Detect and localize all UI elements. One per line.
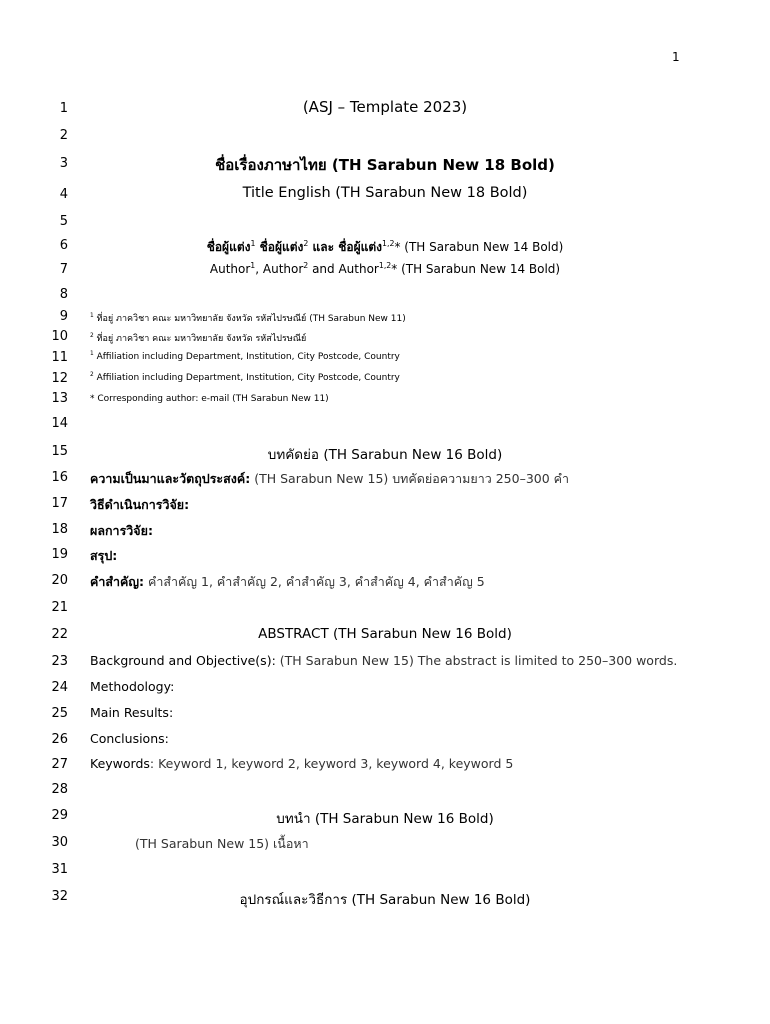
line-number: 3: [59, 156, 68, 171]
field-text: คำสำคัญ 1, คำสำคัญ 2, คำสำคัญ 3, คำสำคัญ 4, คำสำคัญ 5: [144, 574, 485, 589]
line-number: 8: [59, 287, 68, 302]
line-number: 15: [51, 444, 68, 459]
author-name: ชื่อผู้แต่ง: [206, 240, 251, 254]
abstract-english-methodology: Methodology:: [90, 679, 175, 694]
affiliation-text: ที่อยู่ ภาควิชา คณะ มหาวิทยาลัย จังหวัด รหัสไปรษณีย์ (TH Sarabun New 11): [93, 314, 406, 324]
line-number: 21: [51, 600, 68, 615]
abstract-english-keywords: [90, 756, 680, 771]
line-number: 31: [51, 862, 68, 877]
author-name: และ ชื่อผู้แต่ง: [308, 240, 383, 254]
line-number: 24: [51, 680, 68, 695]
affiliation-superscript: 1: [90, 351, 94, 357]
line-number: 22: [51, 627, 68, 642]
author-superscript: 1,2: [378, 261, 392, 270]
line-number: 30: [51, 835, 68, 850]
abstract-thai-keywords: [90, 572, 680, 592]
field-label: Keywords: [90, 756, 150, 771]
field-text: : Keyword 1, keyword 2, keyword 3, keyword 4, keyword 5: [149, 756, 514, 771]
author-superscript: 2: [303, 239, 309, 248]
abstract-english-background: [90, 653, 680, 668]
line-number: 29: [51, 808, 68, 823]
line-number: 28: [51, 782, 68, 797]
author-superscript: 1: [250, 239, 256, 248]
field-label: คำสำคัญ:: [90, 574, 145, 589]
field-text: (TH Sarabun New 15) The abstract is limited to 250–300 words.: [275, 653, 678, 668]
affiliation-superscript: 2: [90, 333, 94, 339]
author-name: , Author: [255, 262, 304, 276]
line-number: 20: [51, 573, 68, 588]
line-number: 26: [51, 732, 68, 747]
author-name: Author: [209, 262, 251, 276]
affiliation-line: [90, 331, 680, 345]
authors-english: [90, 262, 680, 276]
introduction-body: (TH Sarabun New 15) เนื้อหา: [135, 836, 309, 851]
abstract-english-heading: ABSTRACT (TH Sarabun New 16 Bold): [258, 626, 512, 642]
abstract-thai-conclusion: สรุป:: [90, 548, 118, 563]
affiliation-text: * Corresponding author: e-mail (TH Sarabun New 11): [90, 394, 329, 404]
affiliation-line: [90, 352, 680, 362]
line-number: 23: [51, 654, 68, 669]
line-number: 19: [51, 547, 68, 562]
title-thai: ชื่อเรื่องภาษาไทย (TH Sarabun New 18 Bold): [215, 156, 555, 174]
author-tail: * (TH Sarabun New 14 Bold): [394, 240, 564, 254]
abstract-thai-methodology: วิธีดำเนินการวิจัย:: [90, 497, 190, 512]
field-label: Background and Objective(s):: [90, 653, 276, 668]
template-title: (ASJ – Template 2023): [302, 98, 468, 116]
line-number: 25: [51, 706, 68, 721]
affiliation-text: Affiliation including Department, Institution, City Postcode, Country: [93, 373, 400, 383]
line-number: 27: [51, 757, 68, 772]
field-text: (TH Sarabun New 15) บทคัดย่อความยาว 250–300 คำ: [250, 471, 570, 486]
affiliation-text: Affiliation including Department, Institution, City Postcode, Country: [93, 352, 400, 362]
line-number: 1: [59, 101, 68, 116]
line-number: 2: [59, 128, 68, 143]
line-number: 7: [59, 262, 68, 277]
affiliation-text: ที่อยู่ ภาควิชา คณะ มหาวิทยาลัย จังหวัด รหัสไปรษณีย์: [93, 334, 307, 344]
authors-thai: [90, 238, 680, 257]
methods-heading: อุปกรณ์และวิธีการ (TH Sarabun New 16 Bold): [239, 892, 531, 908]
author-superscript: 1,2: [382, 239, 395, 248]
abstract-thai-heading: บทคัดย่อ (TH Sarabun New 16 Bold): [267, 447, 503, 463]
corresponding-author: [90, 394, 680, 404]
affiliation-superscript: 1: [90, 313, 94, 319]
author-superscript: 1: [250, 261, 256, 270]
line-number: 6: [59, 238, 68, 253]
field-label: ความเป็นมาและวัตถุประสงค์:: [90, 471, 251, 486]
line-number: 10: [51, 329, 68, 344]
line-number: 14: [51, 416, 68, 431]
line-number: 32: [51, 889, 68, 904]
line-number: 13: [51, 391, 68, 406]
author-name: ชื่อผู้แต่ง: [255, 240, 304, 254]
line-number: 17: [51, 496, 68, 511]
line-number: 5: [59, 214, 68, 229]
abstract-thai-background: [90, 469, 680, 489]
line-number: 9: [59, 309, 68, 324]
author-superscript: 2: [303, 261, 309, 270]
line-number: 12: [51, 371, 68, 386]
page-number: 1: [672, 50, 680, 64]
title-english: Title English (TH Sarabun New 18 Bold): [242, 185, 528, 201]
line-number: 18: [51, 522, 68, 537]
author-name: and Author: [308, 262, 379, 276]
author-tail: * (TH Sarabun New 14 Bold): [391, 262, 561, 276]
line-number: 11: [51, 350, 68, 365]
affiliation-line: [90, 373, 680, 383]
abstract-english-results: Main Results:: [90, 705, 174, 720]
abstract-english-conclusion: Conclusions:: [90, 731, 169, 746]
abstract-thai-results: ผลการวิจัย:: [90, 523, 153, 538]
line-number: 4: [59, 187, 68, 202]
introduction-heading: บทนำ (TH Sarabun New 16 Bold): [276, 811, 494, 827]
affiliation-superscript: 2: [90, 372, 94, 378]
affiliation-line: [90, 311, 680, 325]
line-number: 16: [51, 470, 68, 485]
